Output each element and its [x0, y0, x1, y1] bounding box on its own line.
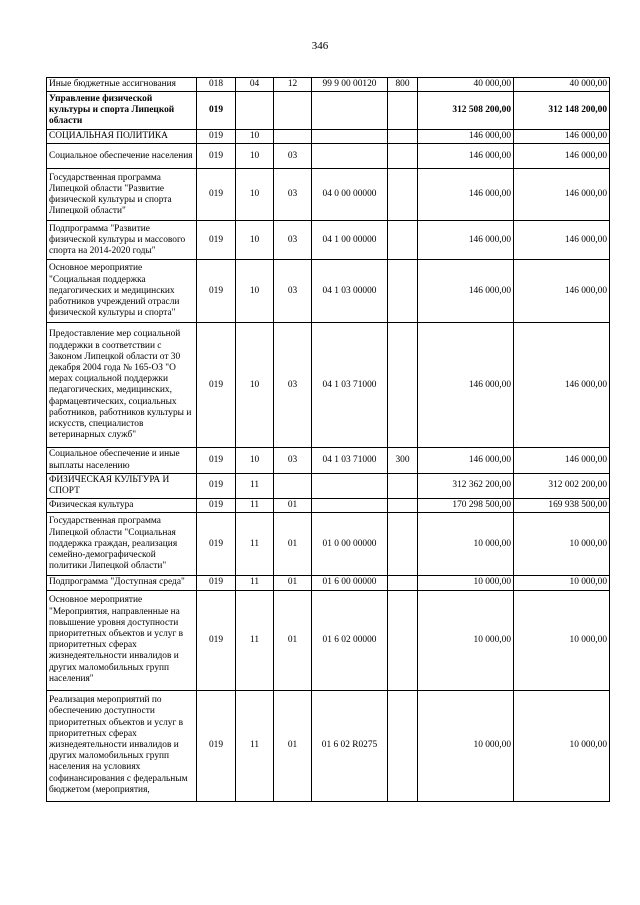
row-target-article-cell — [312, 92, 388, 130]
row-ved-cell: 019 — [197, 221, 236, 260]
row-subsection-cell: 01 — [274, 499, 312, 513]
row-name-cell: Иные бюджетные ассигнования — [47, 78, 197, 92]
row-name-cell: Реализация мероприятий по обеспечению доступности приоритетных объектов и услуг в приоритетных сферах жизнедеятельности инвалидов и других маломобильных групп населения на условиях софинансирования с федеральным бюджетом (мероприятия, — [47, 690, 197, 801]
row-section-cell: 10 — [236, 130, 274, 144]
row-sum-year2-cell: 146 000,00 — [514, 221, 610, 260]
row-section-cell: 10 — [236, 221, 274, 260]
row-subsection-cell: 03 — [274, 144, 312, 169]
row-section-cell: 11 — [236, 473, 274, 498]
row-sum-year1-cell: 146 000,00 — [418, 260, 514, 323]
row-sum-year2-cell: 312 148 200,00 — [514, 92, 610, 130]
row-sum-year2-cell: 146 000,00 — [514, 323, 610, 448]
row-expense-type-cell — [388, 499, 418, 513]
row-subsection-cell: 12 — [274, 78, 312, 92]
row-sum-year2-cell: 10 000,00 — [514, 576, 610, 590]
row-sum-year1-cell: 146 000,00 — [418, 144, 514, 169]
row-section-cell: 04 — [236, 78, 274, 92]
row-name-cell: Государственная программа Липецкой области "Развитие физической культуры и спорта Липецкой области" — [47, 169, 197, 221]
row-sum-year1-cell: 146 000,00 — [418, 221, 514, 260]
row-ved-cell: 019 — [197, 473, 236, 498]
row-expense-type-cell — [388, 260, 418, 323]
row-ved-cell: 019 — [197, 169, 236, 221]
row-section-cell: 10 — [236, 448, 274, 473]
row-sum-year1-cell: 146 000,00 — [418, 169, 514, 221]
table-row — [47, 221, 610, 260]
table-row — [47, 92, 610, 130]
row-target-article-cell: 04 0 00 00000 — [312, 169, 388, 221]
row-expense-type-cell — [388, 690, 418, 801]
row-sum-year1-cell: 10 000,00 — [418, 576, 514, 590]
table-row — [47, 130, 610, 144]
row-sum-year2-cell: 40 000,00 — [514, 78, 610, 92]
row-sum-year1-cell: 312 508 200,00 — [418, 92, 514, 130]
row-sum-year2-cell: 10 000,00 — [514, 690, 610, 801]
row-expense-type-cell — [388, 590, 418, 690]
row-target-article-cell: 04 1 03 71000 — [312, 323, 388, 448]
row-ved-cell: 018 — [197, 78, 236, 92]
table-row — [47, 144, 610, 169]
row-subsection-cell: 01 — [274, 576, 312, 590]
row-sum-year1-cell: 10 000,00 — [418, 690, 514, 801]
row-name-cell: Государственная программа Липецкой области "Социальная поддержка граждан, реализация семейно-демографической политики Липецкой области" — [47, 513, 197, 576]
row-target-article-cell — [312, 130, 388, 144]
row-sum-year2-cell: 312 002 200,00 — [514, 473, 610, 498]
row-subsection-cell: 01 — [274, 513, 312, 576]
row-target-article-cell — [312, 144, 388, 169]
row-subsection-cell: 03 — [274, 221, 312, 260]
row-subsection-cell — [274, 92, 312, 130]
row-target-article-cell: 01 0 00 00000 — [312, 513, 388, 576]
row-target-article-cell — [312, 473, 388, 498]
row-name-cell: Управление физической культуры и спорта Липецкой области — [47, 92, 197, 130]
row-section-cell: 10 — [236, 260, 274, 323]
row-sum-year2-cell: 146 000,00 — [514, 448, 610, 473]
row-section-cell: 11 — [236, 499, 274, 513]
row-name-cell: Социальное обеспечение населения — [47, 144, 197, 169]
row-ved-cell: 019 — [197, 92, 236, 130]
row-expense-type-cell: 800 — [388, 78, 418, 92]
row-section-cell — [236, 92, 274, 130]
budget-table — [46, 77, 610, 802]
row-sum-year2-cell: 10 000,00 — [514, 513, 610, 576]
row-section-cell: 11 — [236, 690, 274, 801]
row-expense-type-cell — [388, 221, 418, 260]
row-subsection-cell — [274, 473, 312, 498]
page-number: 346 — [311, 40, 329, 52]
row-section-cell: 11 — [236, 590, 274, 690]
row-sum-year1-cell: 10 000,00 — [418, 513, 514, 576]
table-body — [47, 78, 610, 802]
row-ved-cell: 019 — [197, 144, 236, 169]
row-sum-year2-cell: 146 000,00 — [514, 144, 610, 169]
table-row — [47, 260, 610, 323]
row-subsection-cell — [274, 130, 312, 144]
row-expense-type-cell — [388, 169, 418, 221]
row-ved-cell: 019 — [197, 323, 236, 448]
row-ved-cell: 019 — [197, 499, 236, 513]
row-subsection-cell: 01 — [274, 690, 312, 801]
row-name-cell: Физическая культура — [47, 499, 197, 513]
row-sum-year1-cell: 10 000,00 — [418, 590, 514, 690]
row-ved-cell: 019 — [197, 590, 236, 690]
row-target-article-cell: 04 1 03 00000 — [312, 260, 388, 323]
table-row — [47, 78, 610, 92]
table-row — [47, 576, 610, 590]
row-expense-type-cell — [388, 323, 418, 448]
row-subsection-cell: 03 — [274, 260, 312, 323]
table-row — [47, 590, 610, 690]
row-expense-type-cell: 300 — [388, 448, 418, 473]
row-ved-cell: 019 — [197, 130, 236, 144]
row-expense-type-cell — [388, 130, 418, 144]
table-row — [47, 690, 610, 801]
row-sum-year2-cell: 169 938 500,00 — [514, 499, 610, 513]
table-row — [47, 323, 610, 448]
row-name-cell: Основное мероприятие "Социальная поддержка педагогических и медицинских работников учреждений отрасли физической культуры и спорта" — [47, 260, 197, 323]
row-name-cell: Подпрограмма "Доступная среда" — [47, 576, 197, 590]
row-target-article-cell — [312, 499, 388, 513]
row-expense-type-cell — [388, 144, 418, 169]
row-section-cell: 10 — [236, 323, 274, 448]
row-sum-year1-cell: 170 298 500,00 — [418, 499, 514, 513]
table-row — [47, 473, 610, 498]
row-target-article-cell: 99 9 00 00120 — [312, 78, 388, 92]
row-sum-year2-cell: 146 000,00 — [514, 169, 610, 221]
row-sum-year2-cell: 10 000,00 — [514, 590, 610, 690]
row-subsection-cell: 03 — [274, 323, 312, 448]
row-ved-cell: 019 — [197, 260, 236, 323]
row-name-cell: Предоставление мер социальной поддержки в соответствии с Законом Липецкой области от 30 декабря 2004 года № 165-ОЗ "О мерах социальной поддержки педагогических, медицинских, фармацевтических, социальных работников, работников культуры и искусств, специалистов ветеринарных служб" — [47, 323, 197, 448]
row-subsection-cell: 01 — [274, 590, 312, 690]
row-section-cell: 11 — [236, 513, 274, 576]
row-name-cell: ФИЗИЧЕСКАЯ КУЛЬТУРА И СПОРТ — [47, 473, 197, 498]
row-target-article-cell: 01 6 02 00000 — [312, 590, 388, 690]
row-expense-type-cell — [388, 473, 418, 498]
row-name-cell: Социальное обеспечение и иные выплаты населению — [47, 448, 197, 473]
row-sum-year2-cell: 146 000,00 — [514, 260, 610, 323]
row-expense-type-cell — [388, 513, 418, 576]
table-row — [47, 499, 610, 513]
row-sum-year1-cell: 146 000,00 — [418, 448, 514, 473]
row-expense-type-cell — [388, 92, 418, 130]
row-target-article-cell: 01 6 02 R0275 — [312, 690, 388, 801]
row-name-cell: СОЦИАЛЬНАЯ ПОЛИТИКА — [47, 130, 197, 144]
row-section-cell: 10 — [236, 144, 274, 169]
row-ved-cell: 019 — [197, 690, 236, 801]
row-section-cell: 11 — [236, 576, 274, 590]
row-expense-type-cell — [388, 576, 418, 590]
row-ved-cell: 019 — [197, 576, 236, 590]
row-target-article-cell: 04 1 00 00000 — [312, 221, 388, 260]
row-ved-cell: 019 — [197, 513, 236, 576]
row-sum-year1-cell: 40 000,00 — [418, 78, 514, 92]
table-row — [47, 513, 610, 576]
row-subsection-cell: 03 — [274, 169, 312, 221]
row-subsection-cell: 03 — [274, 448, 312, 473]
table-row — [47, 448, 610, 473]
row-ved-cell: 019 — [197, 448, 236, 473]
row-target-article-cell: 04 1 03 71000 — [312, 448, 388, 473]
row-section-cell: 10 — [236, 169, 274, 221]
row-sum-year1-cell: 146 000,00 — [418, 323, 514, 448]
row-name-cell: Подпрограмма "Развитие физической культуры и массового спорта на 2014-2020 годы" — [47, 221, 197, 260]
row-sum-year1-cell: 312 362 200,00 — [418, 473, 514, 498]
row-name-cell: Основное мероприятие "Мероприятия, направленные на повышение уровня доступности приоритетных объектов и услуг в приоритетных сферах жизнедеятельности инвалидов и других маломобильных групп населения" — [47, 590, 197, 690]
row-sum-year2-cell: 146 000,00 — [514, 130, 610, 144]
table-row — [47, 169, 610, 221]
row-sum-year1-cell: 146 000,00 — [418, 130, 514, 144]
row-target-article-cell: 01 6 00 00000 — [312, 576, 388, 590]
